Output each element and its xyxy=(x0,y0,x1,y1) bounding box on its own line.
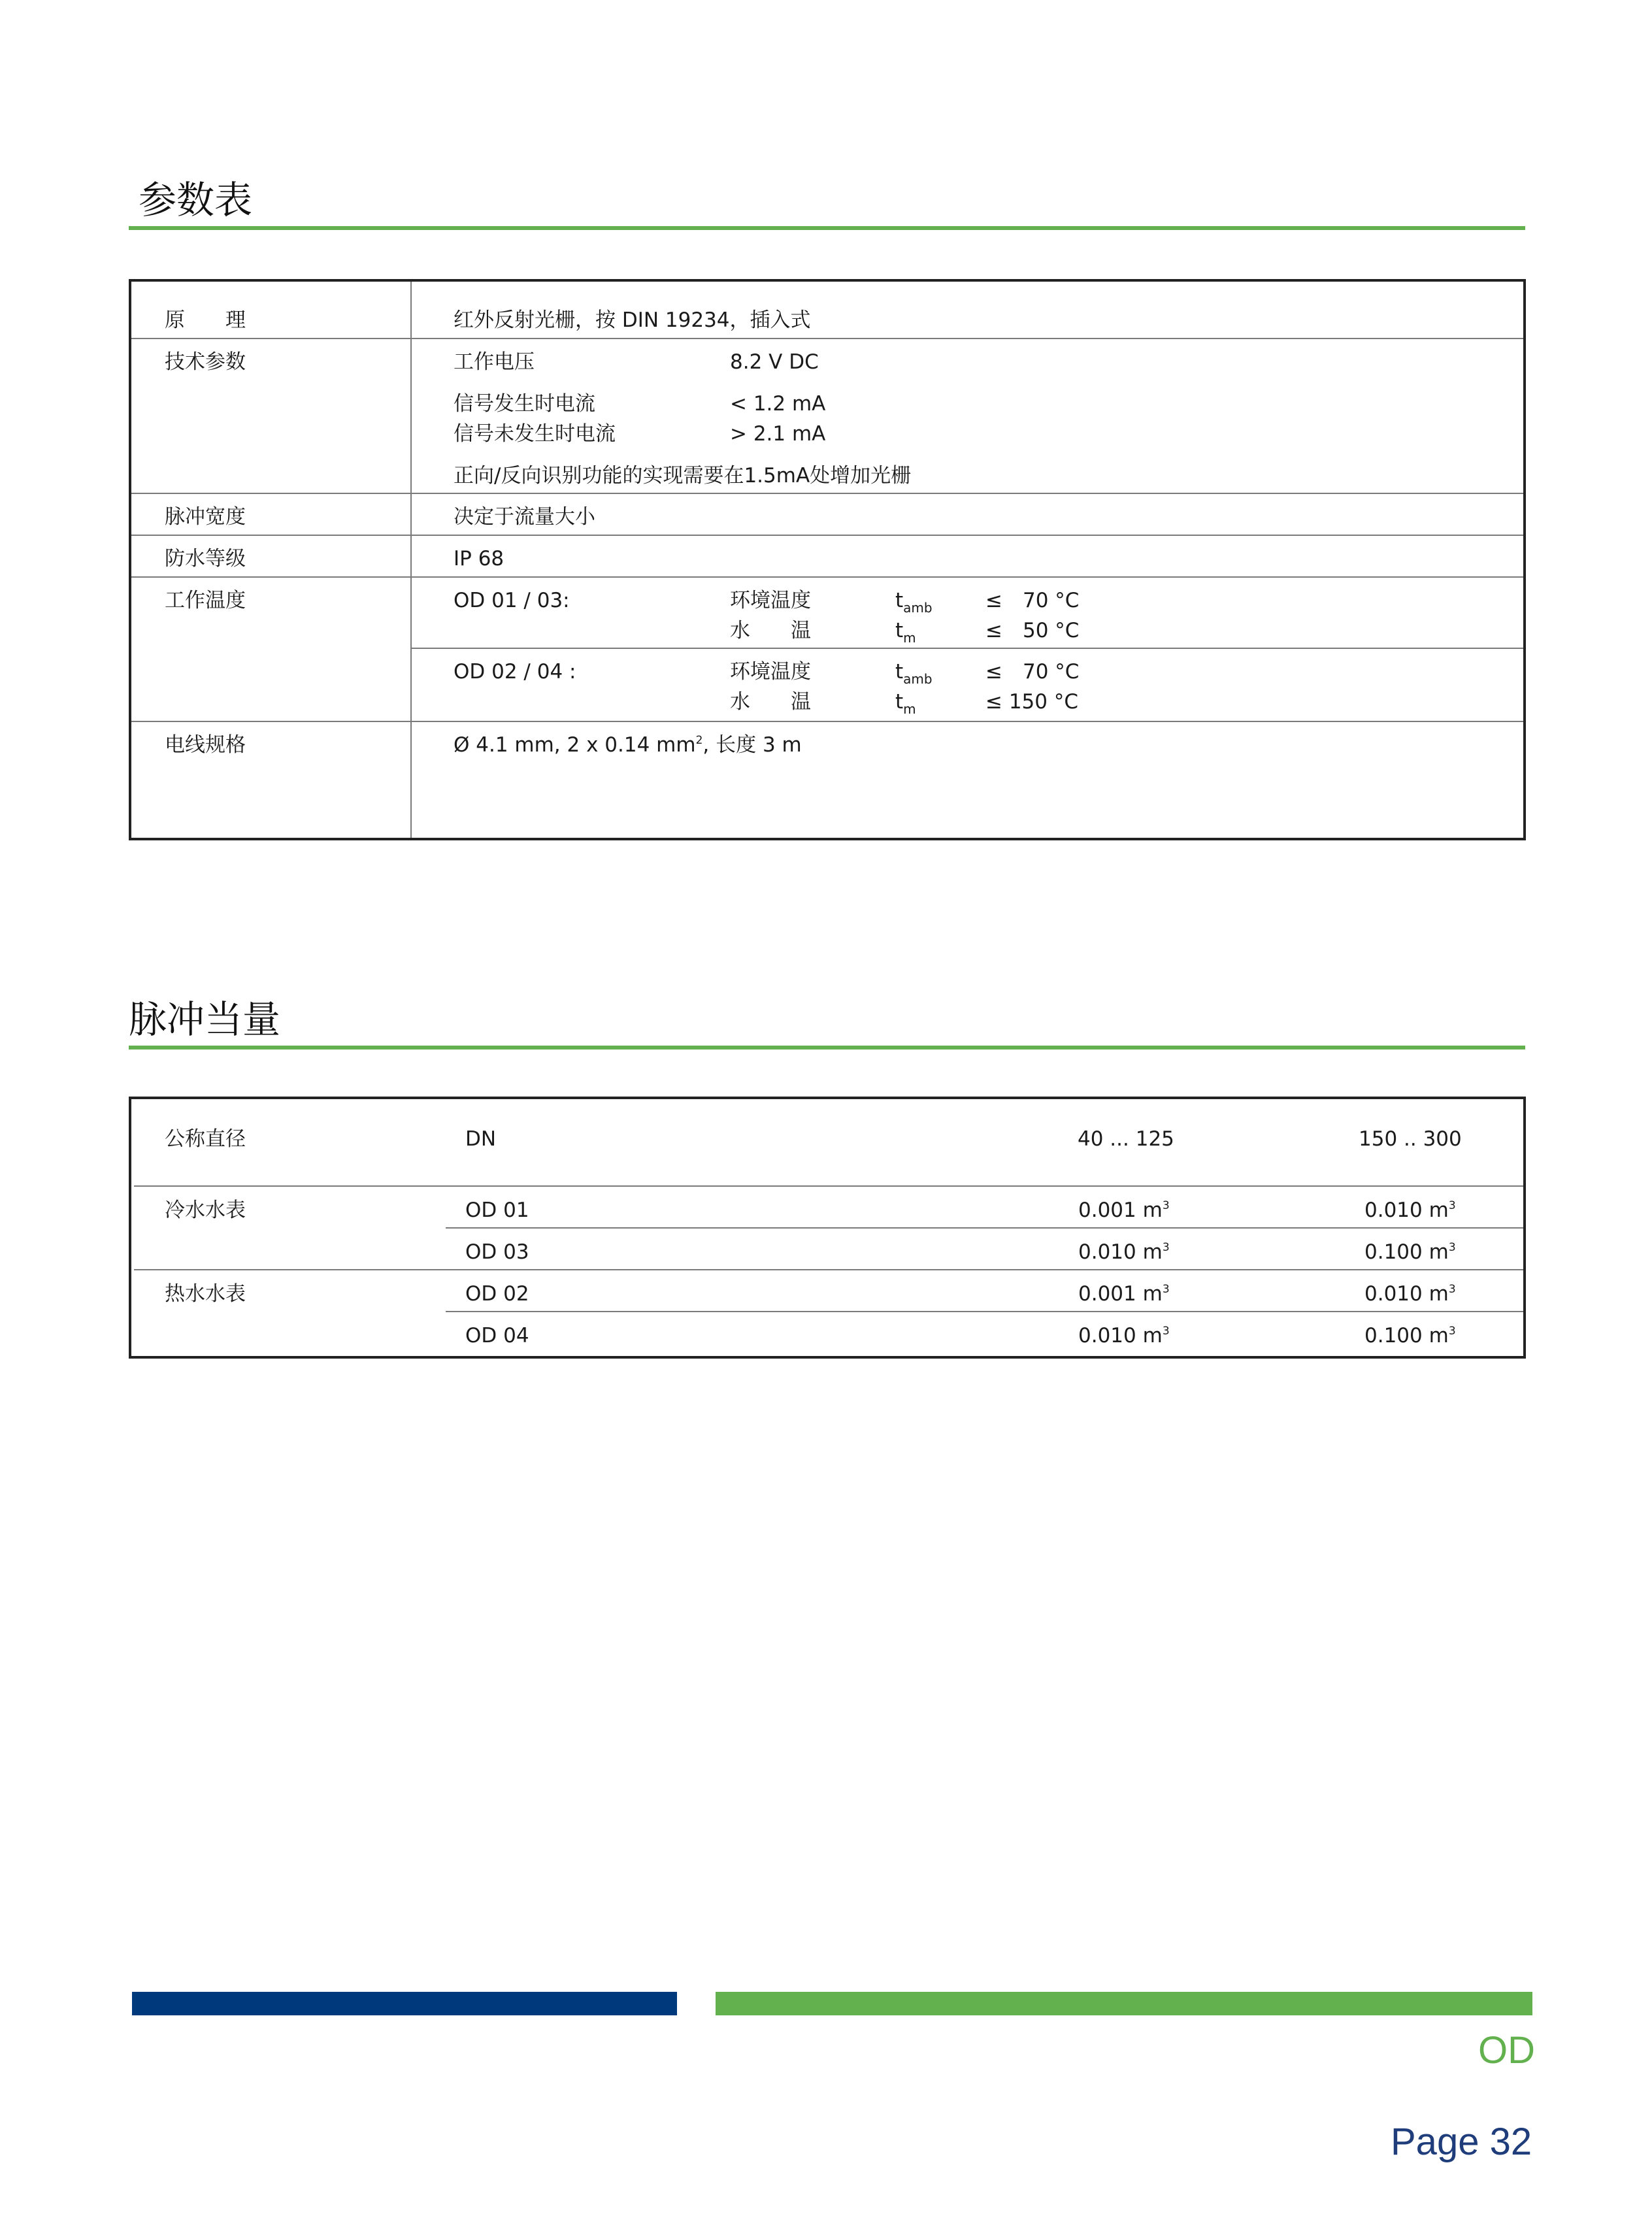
water-temp-symbol: $t_m$ xyxy=(895,619,916,646)
signal-off-value: > 2.1 mA xyxy=(730,422,826,446)
table-row-value-1: 0.010 $m^3$ xyxy=(1078,1240,1170,1264)
row-value-pulse-width: 决定于流量大小 xyxy=(454,505,595,529)
row-label-temperature: 工作温度 xyxy=(165,589,246,612)
table-row-value-1: 0.010 $m^3$ xyxy=(1078,1324,1170,1347)
row-value-protection: IP 68 xyxy=(454,547,504,570)
temp-model: OD 01 / 03: xyxy=(454,589,570,612)
group-label-cold-water: 冷水水表 xyxy=(165,1198,246,1222)
ambient-temp-symbol: $t_{amb}$ xyxy=(895,589,933,616)
section-rule xyxy=(129,226,1525,230)
water-temp-label: 水 温 xyxy=(730,619,811,642)
row-divider xyxy=(131,721,1523,722)
row-label-pulse-width: 脉冲宽度 xyxy=(165,505,246,529)
row-label-protection: 防水等级 xyxy=(165,547,246,570)
row-divider xyxy=(131,493,1523,494)
table-row-code: OD 01 xyxy=(465,1198,529,1222)
table-row-code: OD 02 xyxy=(465,1282,529,1306)
table-row-value-2: 0.010 $m^3$ xyxy=(1364,1282,1456,1306)
header-divider xyxy=(134,1185,1523,1187)
product-code: OD xyxy=(1478,2029,1535,2072)
row-label-principle: 原 理 xyxy=(165,308,246,332)
page-number: Page 32 xyxy=(1391,2121,1532,2163)
section-rule xyxy=(129,1046,1525,1049)
column-divider xyxy=(410,282,412,838)
group-divider xyxy=(134,1269,1523,1270)
row-divider xyxy=(131,338,1523,339)
table-row-code: OD 04 xyxy=(465,1324,529,1347)
ambient-temp-value: ≤ 70 °C xyxy=(985,589,1080,612)
signal-off-label: 信号未发生时电流 xyxy=(454,422,616,446)
water-temp-value: ≤ 50 °C xyxy=(985,619,1080,642)
temp-model: OD 02 / 04 : xyxy=(454,660,576,684)
voltage-value: 8.2 V DC xyxy=(730,350,819,374)
header-range-2: 150 .. 300 xyxy=(1359,1127,1462,1151)
row-divider xyxy=(131,535,1523,536)
section-title-pulse-equivalent: 脉冲当量 xyxy=(129,997,281,1042)
row-divider xyxy=(412,648,1523,649)
ambient-temp-symbol: $t_{amb}$ xyxy=(895,660,933,687)
row-divider xyxy=(446,1311,1523,1312)
footer-bar-green xyxy=(716,1992,1532,2015)
water-temp-value: ≤ 150 °C xyxy=(985,690,1078,714)
table-row-code: OD 03 xyxy=(465,1240,529,1264)
footer-bar-blue xyxy=(132,1992,677,2015)
header-code: DN xyxy=(465,1127,497,1151)
section-title-parameters: 参数表 xyxy=(139,178,253,222)
table-row-value-1: 0.001 $m^3$ xyxy=(1078,1282,1170,1306)
row-value-cable: Ø 4.1 mm, 2 x 0.14 $mm^2$, 长度 3 m xyxy=(454,733,802,757)
signal-on-value: < 1.2 mA xyxy=(730,392,826,416)
ambient-temp-label: 环境温度 xyxy=(730,660,811,684)
row-label-cable: 电线规格 xyxy=(165,733,246,757)
group-label-hot-water: 热水水表 xyxy=(165,1282,246,1306)
row-divider xyxy=(131,576,1523,578)
row-label-tech: 技术参数 xyxy=(165,350,246,374)
table-row-value-2: 0.010 $m^3$ xyxy=(1364,1198,1456,1222)
tech-note: 正向/反向识别功能的实现需要在1.5mA处增加光栅 xyxy=(454,464,912,488)
signal-on-label: 信号发生时电流 xyxy=(454,392,595,416)
table-row-value-1: 0.001 $m^3$ xyxy=(1078,1198,1170,1222)
table-row-value-2: 0.100 $m^3$ xyxy=(1364,1240,1456,1264)
ambient-temp-value: ≤ 70 °C xyxy=(985,660,1080,684)
header-range-1: 40 ... 125 xyxy=(1078,1127,1174,1151)
table-row-value-2: 0.100 $m^3$ xyxy=(1364,1324,1456,1347)
parameter-table xyxy=(129,279,1526,840)
header-label-nominal-diameter: 公称直径 xyxy=(165,1127,246,1151)
water-temp-label: 水 温 xyxy=(730,690,811,714)
ambient-temp-label: 环境温度 xyxy=(730,589,811,612)
voltage-label: 工作电压 xyxy=(454,350,535,374)
water-temp-symbol: $t_m$ xyxy=(895,690,916,717)
row-divider xyxy=(446,1227,1523,1229)
row-value-principle: 红外反射光栅，按 DIN 19234，插入式 xyxy=(454,308,811,332)
